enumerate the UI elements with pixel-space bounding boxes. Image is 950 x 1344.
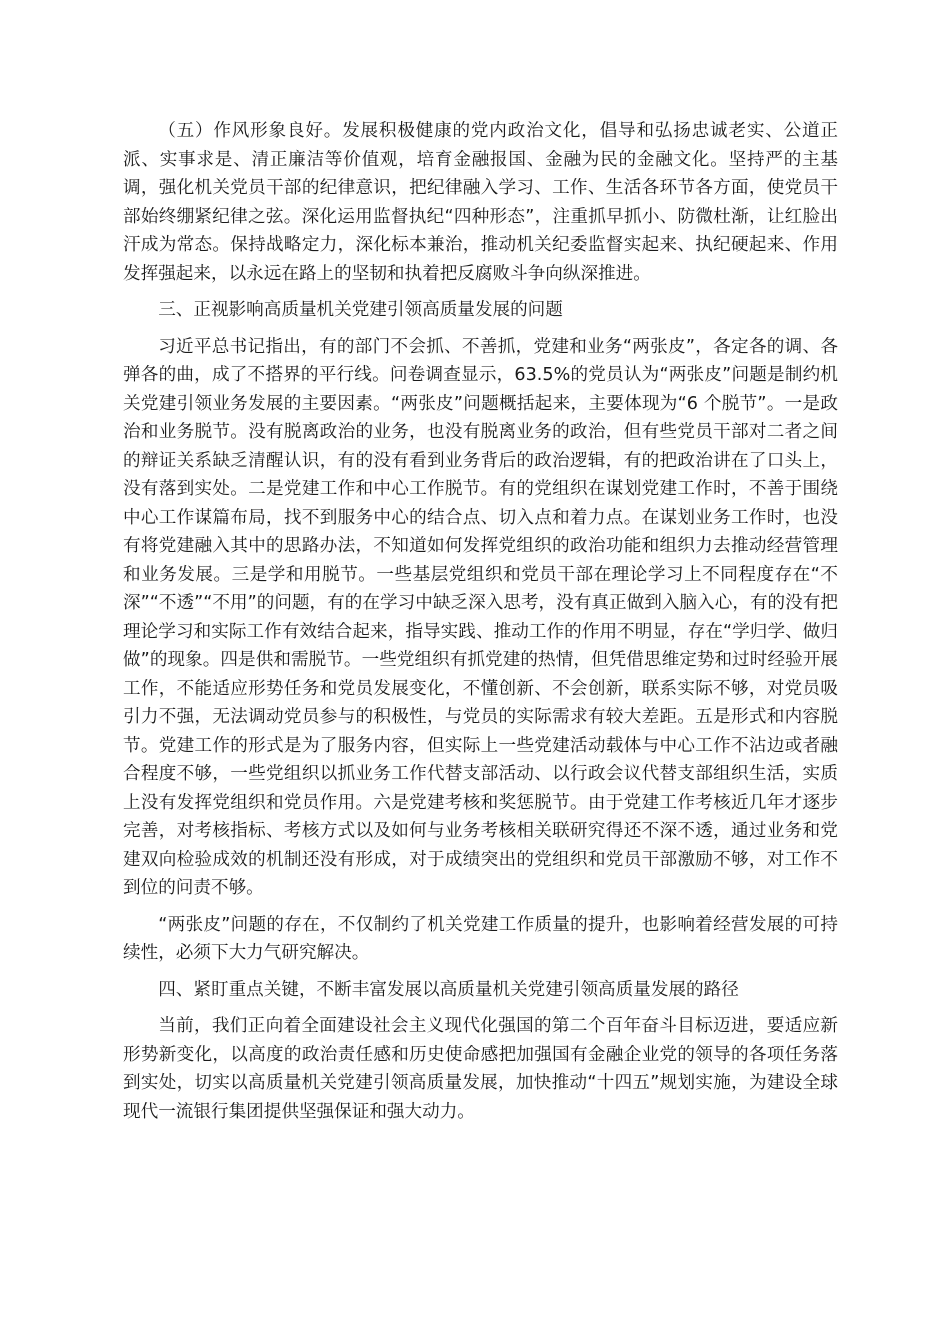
document-body (123, 117, 838, 1134)
section-heading-3: 三、正视影响高质量机关党建引领高质量发展的问题 (158, 300, 563, 320)
paragraph-work-style: （五）作风形象良好。发展积极健康的党内政治文化，倡导和弘扬忠诚老实、公道正派、实事求是、清正廉洁等价值观，培育金融报国、金融为民的金融文化。坚持严的主基调，强化机关党员干部的纪律意识，把纪律融入学习、工作、生活各环节各方面，使党员干部始终绷紧纪律之弦。深化运用监督执纪“四种形态”，注重抓早抓小、防微杜渐，让红脸出汗成为常态。保持战略定力，深化标本兼治，推动机关纪委监督实起来、执纪硬起来、作用发挥强起来，以永远在路上的坚韧和执着把反腐败斗争向纵深推进。 (123, 121, 838, 284)
section-heading-4: 四、紧盯重点关键，不断丰富发展以高质量机关党建引领高质量发展的路径 (158, 979, 739, 1000)
paragraph-two-skins-impact: “两张皮”问题的存在，不仅制约了机关党建工作质量的提升，也影响着经营发展的可持续性，必须下大力气研究解决。 (123, 914, 838, 963)
paragraph-two-skins-problem: 习近平总书记指出，有的部门不会抓、不善抓，党建和业务“两张皮”，各定各的调、各弹各的曲，成了不搭界的平行线。问卷调查显示，63.5%的党员认为“两张皮”问题是制约机关党建引领业务发展的主要因素。“两张皮”问题概括起来，主要体现为“6 个脱节”。一是政治和业务脱节。没有脱离政治的业务，也没有脱离业务的政治，但有些党员干部对二者之间的辩证关系缺乏清醒认识，有的没有看到业务背后的政治逻辑，有的把政治讲在了口头上，没有落到实处。二是党建工作和中心工作脱节。有的党组织在谋划党建工作时，不善于围绕中心工作谋篇布局，找不到服务中心的结合点、切入点和着力点。在谋划业务工作时，也没有将党建融入其中的思路办法，不知道如何发挥党组织的政治功能和组织力去推动经营管理和业务发展。三是学和用脱节。一些基层党组织和党员干部在理论学习上不同程度存在“不深”“不透”“不用”的问题，有的在学习中缺乏深入思考，没有真正做到入脑入心，有的没有把理论学习和实际工作有效结合起来，指导实践、推动工作的作用不明显，存在“学归学、做归做”的现象。四是供和需脱节。一些党组织有抓党建的热情，但凭借思维定势和过时经验开展工作，不能适应形势任务和党员发展变化，不懂创新、不会创新，联系实际不够，对党员吸引力不强，无法调动党员参与的积极性，与党员的实际需求有较大差距。五是形式和内容脱节。党建工作的形式是为了服务内容，但实际上一些党建活动载体与中心工作不沾边或者融合程度不够，一些党组织以抓业务工作代替支部活动、以行政会议代替支部组织生活，实质上没有发挥党组织和党员作用。六是党建考核和奖惩脱节。由于党建工作考核近几年才逐步完善，对考核指标、考核方式以及如何与业务考核相关联研究得还不深不透，通过业务和党建双向检验成效的机制还没有形成，对于成绩突出的党组织和党员干部激励不够，对工作不到位的问责不够。 (123, 336, 838, 898)
paragraph-current-goal: 当前，我们正向着全面建设社会主义现代化强国的第二个百年奋斗目标迈进，要适应新形势新变化，以高度的政治责任感和历史使命感把加强国有金融企业党的领导的各项任务落到实处，切实以高质量机关党建引领高质量发展，加快推动“十四五”规划实施，为建设全球现代一流银行集团提供坚强保证和强大动力。 (123, 1016, 838, 1122)
